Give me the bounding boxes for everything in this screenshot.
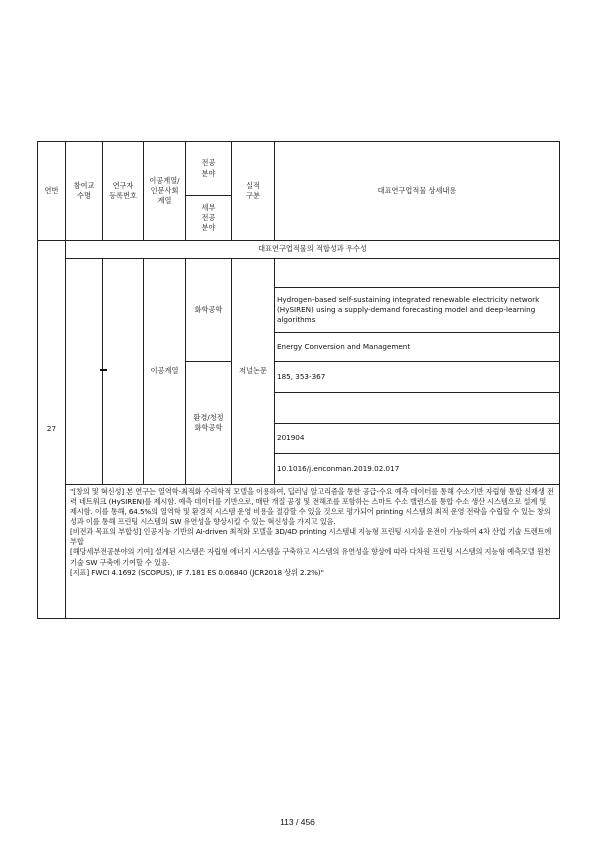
header-type: 실적 구분 — [232, 142, 275, 241]
detail-date: 201904 — [275, 424, 560, 454]
record-major: 화학공학 — [186, 259, 232, 362]
header-major: 전공 분야 — [186, 142, 232, 196]
detail-row-1 — [275, 259, 560, 288]
detail-pages: 185, 353-367 — [275, 362, 560, 393]
detail-doi: 10.1016/j.enconman.2019.02.017 — [275, 454, 560, 485]
page-number: 113 / 456 — [280, 817, 315, 827]
suitability-summary: "[창의 및 혁신성] 본 연구는 열역학-최적화 수리학적 모델을 이용하여, 딥러닝 알고리즘을 통한 공급-수요 예측 데이터를 통해 수소기반 자립형 통합 신재생 전력 네트워크 (HySIREN)를 제시함. 예측 데이터를 기반으로, 매탄 개질 공정 및 전해조를 포함하는 스마트 수소 밸런스를 통합 수소 생산 시스템으로 설계 및 제시함. 이를 통해, 64.5%의 열역학 및 환경적 시스템 운영 비용을 절감할 수 있을 것으로 평가되어 printing 시스템의 최적 운영 전략을 수립할 수 있는 창의성과 이를 통해 프린팅 시스템의 SW 유연성을 향상시킬 수 있는 혁신성을 가지고 있음. [비전과 목표의 부합성] 인공지능 기반의 AI-driven 최적화 모델을 3D/4D printing 시스템내 지능형 프린팅 시지을 운전이 가능하여 4차 산업 기술 트렌트에 부합 [해당세부전공분야의 기여] 설계된 시스템은 자립형 에너지 시스템을 구축하고 시스템의 유연성을 향상에 따라 다차원 프린팅 시스템의 지능형 예측모델 원천기술 SW 구축에 기여할 수 있음. [지표] FWCI 4.1692 (SCOPUS), IF 7.181 ES 0.06840 (JCR2018 상위 2.2%)" — [66, 485, 560, 619]
suitability-header: 대표연구업적물의 적합성과 우수성 — [66, 241, 560, 259]
header-detail: 대표연구업적물 상세내용 — [275, 142, 560, 241]
detail-title: Hydrogen-based self-sustaining integrated renewable electricity network (HySIREN) using a supply-demand forecasting model and deep-learning algorithms — [275, 288, 560, 333]
record-registration — [103, 259, 144, 485]
header-instructor: 참여교 수명 — [66, 142, 103, 241]
detail-journal: Energy Conversion and Management — [275, 333, 560, 362]
header-field: 이공계열/ 인문사회 계열 — [144, 142, 186, 241]
detail-row-5 — [275, 393, 560, 424]
redaction-mark — [100, 369, 107, 371]
record-field: 이공계열 — [144, 259, 186, 485]
record-instructor — [66, 259, 103, 485]
header-no: 연번 — [38, 142, 66, 241]
record-type: 저널논문 — [232, 259, 275, 485]
header-registration: 연구자 등록번호 — [103, 142, 144, 241]
header-sub-major: 세부 전공 분야 — [186, 196, 232, 241]
record-no: 27 — [38, 241, 66, 619]
record-sub-major: 환경/청정 화학공학 — [186, 362, 232, 485]
research-record-table — [37, 141, 560, 619]
